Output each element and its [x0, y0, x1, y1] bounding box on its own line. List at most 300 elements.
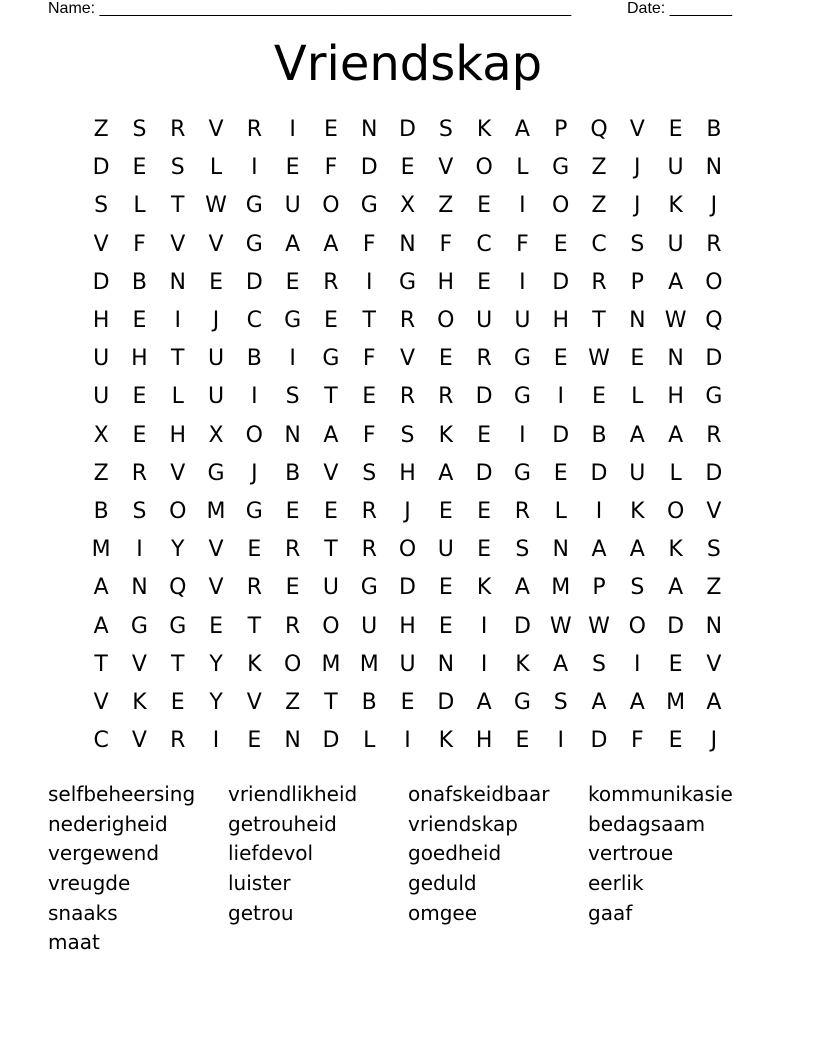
grid-letter: E: [247, 728, 262, 754]
grid-letter: F: [516, 231, 529, 257]
grid-letter: U: [207, 346, 225, 372]
grid-row: [82, 684, 734, 722]
grid-letter: F: [324, 155, 338, 181]
page-title: Vriendskap: [273, 36, 543, 92]
grid-letter: G: [207, 460, 225, 486]
grid-letter: M: [666, 689, 686, 715]
grid-letter: V: [399, 346, 416, 372]
grid-letter: Z: [438, 193, 454, 219]
grid-row: [82, 646, 734, 684]
grid-letter: G: [513, 346, 531, 372]
grid-letter: N: [552, 537, 569, 563]
word-list-item: vriendlikheid: [228, 782, 358, 806]
grid-letter: P: [554, 117, 568, 143]
grid-letter: U: [514, 308, 531, 334]
grid-letter: M: [321, 651, 341, 677]
grid-letter: W: [549, 613, 572, 639]
grid-letter: O: [398, 537, 417, 563]
grid-letter: L: [631, 384, 644, 410]
grid-letter: A: [668, 575, 684, 601]
grid-letter: O: [169, 498, 187, 524]
grid-letter: K: [476, 117, 492, 143]
grid-letter: M: [91, 537, 111, 563]
grid-letter: N: [169, 269, 186, 295]
grid-letter: S: [438, 117, 453, 143]
grid-letter: T: [592, 308, 606, 334]
grid-letter: E: [400, 689, 415, 715]
grid-letter: M: [206, 498, 226, 524]
grid-letter: A: [629, 537, 645, 563]
grid-letter: T: [362, 308, 376, 334]
grid-letter: E: [477, 269, 492, 295]
grid-letter: D: [475, 384, 493, 410]
grid-letter: O: [475, 155, 493, 181]
grid-letter: T: [324, 537, 338, 563]
grid-letter: T: [171, 346, 185, 372]
word-list-item: luister: [228, 871, 291, 896]
grid-letter: E: [668, 117, 683, 143]
grid-letter: G: [552, 155, 570, 181]
grid-letter: I: [480, 613, 488, 639]
grid-letter: G: [705, 384, 723, 410]
grid-letter: G: [245, 231, 263, 257]
grid-letter: N: [667, 346, 684, 372]
grid-letter: U: [207, 384, 225, 410]
grid-letter: F: [439, 231, 453, 257]
grid-letter: I: [519, 422, 526, 448]
word-list-item: gaaf: [588, 900, 633, 925]
grid-letter: D: [513, 613, 531, 639]
grid-letter: C: [246, 308, 263, 334]
date-field-label: Date: _______: [627, 0, 732, 17]
grid-letter: E: [170, 689, 185, 715]
grid-letter: V: [208, 575, 224, 601]
grid-letter: U: [284, 193, 301, 219]
grid-letter: E: [477, 537, 492, 563]
grid-letter: C: [591, 231, 607, 257]
grid-letter: V: [93, 231, 109, 257]
grid-letter: I: [480, 651, 488, 677]
grid-letter: E: [438, 346, 453, 372]
grid-letter: D: [92, 269, 110, 295]
grid-letter: M: [551, 575, 571, 601]
grid-row: [82, 493, 734, 531]
grid-letter: Y: [171, 537, 185, 563]
grid-letter: T: [171, 651, 185, 677]
grid-letter: C: [476, 231, 492, 257]
grid-letter: N: [284, 422, 301, 448]
grid-letter: D: [552, 269, 570, 295]
grid-letter: O: [666, 498, 685, 524]
grid-row: [82, 569, 734, 607]
grid-letter: A: [668, 422, 684, 448]
grid-letter: E: [668, 651, 683, 677]
grid-letter: G: [245, 193, 263, 219]
grid-letter: R: [438, 384, 454, 410]
grid-letter: F: [362, 231, 376, 257]
grid-letter: Z: [285, 689, 301, 715]
grid-letter: A: [476, 689, 492, 715]
grid-letter: E: [209, 613, 223, 639]
grid-letter: G: [398, 269, 417, 295]
grid-letter: Q: [590, 117, 608, 143]
grid-letter: E: [553, 231, 568, 257]
grid-letter: K: [132, 689, 147, 715]
grid-letter: E: [553, 346, 568, 372]
grid-letter: A: [438, 460, 454, 486]
word-list-item: getrou: [228, 900, 294, 925]
grid-letter: D: [360, 155, 378, 181]
grid-letter: E: [553, 460, 568, 486]
word-list-item: liefdevol: [228, 841, 314, 866]
grid-letter: A: [591, 689, 607, 715]
grid-letter: L: [171, 384, 184, 410]
grid-letter: U: [476, 308, 493, 334]
grid-letter: D: [667, 613, 685, 639]
word-list-item: vergewend: [48, 841, 160, 866]
grid-letter: E: [668, 728, 683, 754]
grid-letter: D: [475, 460, 493, 486]
grid-row: [82, 531, 734, 569]
grid-letter: R: [706, 231, 722, 257]
grid-letter: V: [208, 231, 224, 257]
grid-letter: S: [553, 689, 568, 715]
grid-letter: G: [130, 613, 148, 639]
grid-letter: S: [170, 155, 185, 181]
grid-letter: I: [212, 728, 220, 754]
grid-letter: T: [171, 193, 185, 219]
grid-row: [82, 264, 734, 302]
word-list-item: onafskeidbaar: [408, 782, 550, 806]
grid-letter: R: [131, 460, 148, 486]
grid-letter: V: [246, 689, 262, 715]
grid-letter: J: [634, 155, 641, 181]
grid-letter: R: [361, 537, 377, 563]
grid-letter: T: [324, 689, 338, 715]
grid-letter: Y: [209, 689, 223, 715]
grid-letter: U: [667, 155, 684, 181]
grid-letter: F: [133, 231, 146, 257]
grid-letter: H: [92, 308, 110, 334]
grid-letter: V: [706, 498, 722, 524]
grid-letter: W: [205, 193, 227, 219]
grid-letter: E: [247, 537, 262, 563]
grid-letter: V: [208, 537, 224, 563]
grid-letter: A: [591, 537, 607, 563]
grid-letter: A: [514, 117, 530, 143]
word-list-item: snaaks: [48, 900, 118, 925]
grid-letter: R: [706, 422, 722, 448]
grid-letter: Z: [706, 575, 722, 601]
grid-letter: F: [362, 346, 376, 372]
grid-letter: O: [245, 422, 263, 448]
word-list-item: goedheid: [408, 841, 502, 866]
grid-letter: S: [94, 193, 109, 219]
grid-row: [82, 722, 734, 760]
grid-letter: J: [710, 728, 718, 754]
grid-letter: Y: [209, 651, 223, 677]
grid-letter: T: [247, 613, 262, 639]
grid-letter: E: [438, 575, 453, 601]
grid-letter: N: [131, 575, 148, 601]
grid-letter: E: [592, 384, 606, 410]
grid-letter: D: [245, 269, 263, 295]
grid-letter: E: [438, 613, 453, 639]
word-list-item: omgee: [408, 900, 478, 925]
grid-letter: L: [133, 193, 146, 219]
grid-letter: P: [630, 269, 644, 295]
grid-letter: N: [705, 155, 723, 181]
grid-letter: A: [93, 575, 109, 601]
grid-letter: D: [552, 422, 570, 448]
grid-letter: I: [365, 269, 373, 295]
grid-letter: S: [132, 117, 147, 143]
grid-letter: G: [245, 498, 263, 524]
grid-letter: O: [322, 193, 340, 219]
grid-letter: E: [477, 498, 492, 524]
grid-letter: I: [634, 651, 641, 677]
grid-row: [82, 378, 734, 416]
grid-letter: G: [513, 689, 531, 715]
grid-letter: I: [251, 155, 258, 181]
grid-row: [82, 417, 734, 455]
grid-letter: U: [437, 537, 454, 563]
grid-letter: B: [93, 498, 109, 524]
grid-letter: J: [634, 193, 641, 219]
grid-letter: J: [404, 498, 411, 524]
grid-letter: A: [629, 422, 645, 448]
grid-letter: R: [246, 575, 262, 601]
grid-letter: R: [361, 498, 377, 524]
grid-letter: E: [515, 728, 530, 754]
grid-letter: X: [399, 193, 416, 219]
grid-letter: H: [131, 346, 148, 372]
grid-letter: I: [519, 269, 526, 295]
grid-letter: T: [324, 384, 338, 410]
grid-row: [82, 149, 734, 187]
grid-letter: B: [361, 689, 377, 715]
grid-letter: A: [706, 689, 722, 715]
grid-letter: S: [592, 651, 606, 677]
grid-letter: Q: [705, 308, 723, 334]
grid-letter: A: [93, 613, 109, 639]
grid-row: [82, 302, 734, 340]
grid-letter: J: [212, 308, 220, 334]
grid-letter: B: [591, 422, 607, 448]
grid-letter: A: [323, 231, 339, 257]
grid-letter: V: [706, 651, 722, 677]
grid-letter: I: [595, 498, 603, 524]
grid-letter: N: [360, 117, 378, 143]
grid-letter: R: [284, 537, 301, 563]
grid-letter: S: [706, 537, 721, 563]
grid-letter: A: [668, 269, 684, 295]
grid-letter: L: [209, 155, 223, 181]
grid-letter: K: [515, 651, 530, 677]
grid-letter: G: [322, 346, 340, 372]
grid-letter: F: [630, 728, 644, 754]
grid-letter: X: [208, 422, 224, 448]
grid-letter: Z: [591, 193, 607, 219]
grid-letter: G: [360, 193, 378, 219]
grid-letter: U: [93, 346, 110, 372]
grid-letter: N: [437, 651, 455, 677]
word-list-item: geduld: [408, 871, 477, 896]
word-list-item: maat: [48, 930, 100, 955]
grid-letter: R: [591, 269, 607, 295]
grid-letter: E: [209, 269, 223, 295]
grid-letter: F: [362, 422, 376, 448]
grid-row: [82, 226, 734, 264]
word-list: [48, 780, 768, 958]
grid-letter: E: [400, 155, 415, 181]
grid-letter: N: [629, 308, 646, 334]
grid-letter: I: [136, 537, 143, 563]
grid-letter: J: [710, 193, 718, 219]
grid-letter: D: [399, 575, 416, 601]
grid-letter: L: [516, 155, 529, 181]
grid-letter: E: [438, 498, 453, 524]
grid-letter: B: [131, 269, 147, 295]
grid-letter: R: [246, 117, 262, 143]
grid-letter: O: [552, 193, 570, 219]
grid-letter: E: [323, 498, 338, 524]
grid-letter: V: [131, 728, 147, 754]
grid-letter: O: [628, 613, 646, 639]
grid-letter: K: [668, 537, 683, 563]
grid-letter: Z: [93, 460, 109, 486]
grid-letter: G: [513, 460, 531, 486]
grid-letter: Z: [591, 155, 607, 181]
grid-letter: U: [361, 613, 378, 639]
grid-letter: E: [285, 498, 300, 524]
grid-row: [82, 455, 734, 493]
grid-letter: O: [283, 651, 302, 677]
grid-letter: I: [519, 193, 526, 219]
grid-letter: E: [323, 308, 338, 334]
grid-letter: K: [630, 498, 645, 524]
word-list-item: selfbeheersing: [48, 782, 196, 806]
grid-letter: B: [246, 346, 262, 372]
word-list-item: eerlik: [588, 871, 644, 896]
grid-letter: E: [477, 422, 492, 448]
grid-letter: K: [247, 651, 262, 677]
grid-letter: V: [208, 117, 224, 143]
grid-letter: V: [131, 651, 147, 677]
grid-letter: E: [285, 269, 300, 295]
grid-letter: S: [285, 384, 300, 410]
grid-letter: U: [399, 651, 416, 677]
grid-letter: I: [557, 384, 564, 410]
grid-letter: H: [169, 422, 187, 448]
grid-letter: D: [437, 689, 455, 715]
grid-letter: Q: [169, 575, 187, 601]
grid-letter: V: [629, 117, 645, 143]
grid-letter: K: [476, 575, 492, 601]
grid-letter: Z: [93, 117, 109, 143]
grid-letter: E: [285, 155, 300, 181]
grid-letter: O: [705, 269, 723, 295]
grid-row: [82, 340, 734, 378]
grid-letter: A: [323, 422, 339, 448]
word-list-item: vertroue: [588, 841, 674, 866]
grid-letter: E: [323, 117, 338, 143]
grid-letter: D: [399, 117, 416, 143]
grid-letter: R: [514, 498, 531, 524]
grid-letter: K: [438, 422, 454, 448]
grid-letter: P: [592, 575, 606, 601]
grid-letter: R: [323, 269, 339, 295]
grid-letter: O: [322, 613, 340, 639]
grid-letter: D: [705, 460, 723, 486]
grid-letter: S: [515, 537, 530, 563]
word-list-item: vriendskap: [408, 811, 518, 836]
grid-letter: S: [630, 231, 645, 257]
grid-letter: E: [477, 193, 492, 219]
grid-letter: R: [476, 346, 492, 372]
grid-letter: M: [359, 651, 379, 677]
grid-letter: N: [284, 728, 301, 754]
grid-letter: V: [170, 460, 186, 486]
grid-letter: C: [93, 728, 109, 754]
grid-letter: K: [438, 728, 454, 754]
grid-letter: N: [705, 613, 723, 639]
grid-letter: E: [132, 155, 147, 181]
grid-letter: I: [557, 728, 564, 754]
grid-letter: O: [437, 308, 455, 334]
grid-letter: E: [630, 346, 645, 372]
grid-letter: R: [399, 308, 416, 334]
grid-letter: G: [513, 384, 531, 410]
grid-letter: U: [667, 231, 684, 257]
grid-letter: B: [285, 460, 301, 486]
grid-letter: X: [93, 422, 109, 448]
grid-letter: D: [590, 728, 608, 754]
grid-letter: R: [170, 728, 186, 754]
letter-grid: [82, 111, 734, 760]
grid-letter: A: [514, 575, 530, 601]
grid-letter: W: [664, 308, 687, 334]
grid-letter: A: [629, 689, 645, 715]
grid-letter: D: [705, 346, 723, 372]
grid-row: [82, 111, 734, 149]
grid-letter: R: [399, 384, 416, 410]
grid-letter: S: [132, 498, 147, 524]
grid-letter: H: [399, 613, 416, 639]
grid-letter: H: [552, 308, 569, 334]
grid-letter: E: [132, 384, 147, 410]
grid-letter: S: [630, 575, 645, 601]
grid-letter: V: [93, 689, 109, 715]
grid-letter: D: [590, 460, 608, 486]
grid-row: [82, 187, 734, 225]
word-list-item: vreugde: [48, 871, 131, 896]
grid-letter: T: [94, 651, 108, 677]
grid-letter: I: [404, 728, 411, 754]
grid-letter: G: [360, 575, 378, 601]
word-list-item: bedagsaam: [588, 811, 706, 836]
grid-letter: G: [284, 308, 302, 334]
grid-letter: I: [289, 346, 296, 372]
grid-letter: K: [668, 193, 683, 219]
grid-letter: R: [170, 117, 186, 143]
grid-letter: G: [169, 613, 187, 639]
grid-letter: D: [92, 155, 110, 181]
grid-letter: I: [289, 117, 296, 143]
grid-letter: H: [475, 728, 493, 754]
grid-letter: J: [251, 460, 258, 486]
header-line: [48, 0, 748, 20]
